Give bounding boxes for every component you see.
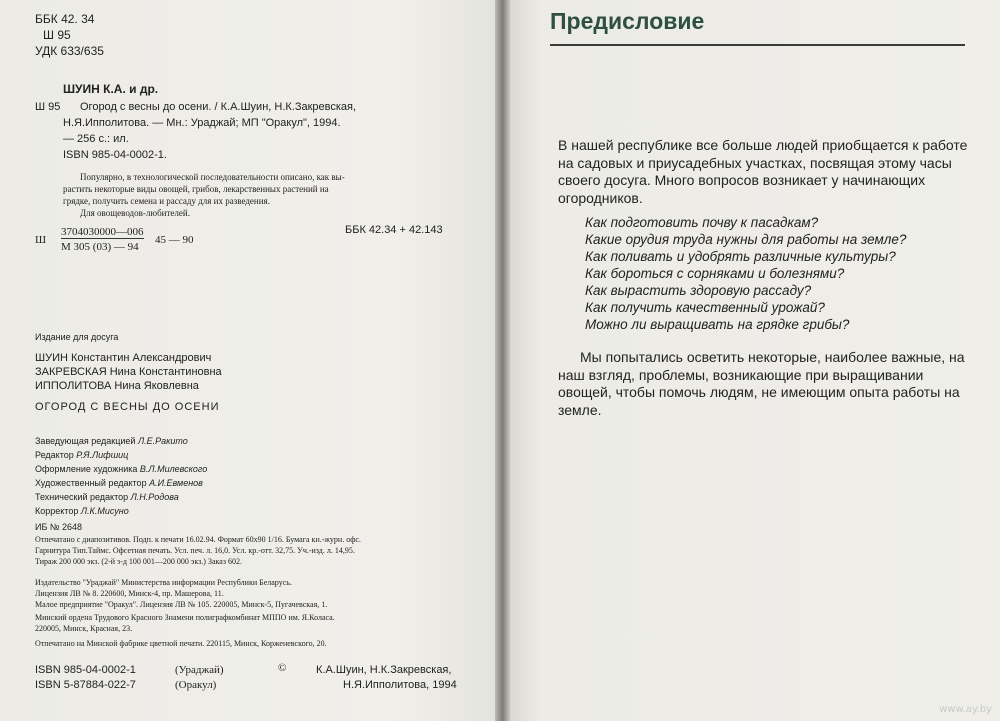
edition-note: Издание для досуга xyxy=(35,332,119,342)
ib-number: ИБ № 2648 xyxy=(35,522,83,532)
print-info-line: Отпечатано с диапозитивов. Подп. к печати 16.02.94. Формат 60х90 1/16. Бумага кн.-журн. офс. xyxy=(35,535,361,544)
copyright-sign: © xyxy=(278,662,287,674)
closing-paragraph: Мы попытались осветить некоторые, наиболее важные, на наш взгляд, проблемы, возникающие при выращивании овощей, чтобы помочь людям, не имеющим опыта работы на земле. xyxy=(558,349,965,418)
staff-role: Заведующая редакцией xyxy=(35,436,136,446)
classification-code-bottom: М 305 (03) — 94 xyxy=(61,241,139,253)
biblio-line: Огород с весны до осени. / К.А.Шуин, Н.К.Закревская, xyxy=(80,101,357,113)
watermark: www.ay.by xyxy=(939,704,992,715)
staff-role: Оформление художника xyxy=(35,464,138,474)
staff-line xyxy=(35,436,188,446)
staff-line xyxy=(35,464,207,474)
annotation-line: Для овощеводов-любителей. xyxy=(80,208,190,218)
staff-name: Л.Е.Ракито xyxy=(137,436,188,446)
annotation-line: грядке, получить семена и рассаду для их разведения. xyxy=(63,196,270,206)
sh95-mark: Ш 95 xyxy=(35,101,61,113)
copyright-authors: К.А.Шуин, Н.К.Закревская, xyxy=(316,664,452,676)
isbn-orakul: ISBN 5-87884-022-7 xyxy=(35,679,136,691)
udk-code: УДК 633/635 xyxy=(35,44,104,58)
publisher-info-line: Издательство "Ураджай" Министерства информации Республики Беларусь. xyxy=(35,578,292,587)
biblio-line: — 256 с.: ил. xyxy=(63,133,129,145)
full-author: ШУИН Константин Александрович xyxy=(35,352,212,364)
print-info-line: Тираж 200 000 экз. (2-й з-д 100 001—200 000 экз.) Заказ 602. xyxy=(35,557,242,566)
printer-info-line: Минский ордена Трудового Красного Знамени полиграфкомбинат МППО им. Я.Коласа. xyxy=(35,613,335,622)
publisher-oradzhai: (Ураджай) xyxy=(175,664,224,676)
staff-line xyxy=(35,492,179,502)
copyright-year: Н.Я.Ипполитова, 1994 xyxy=(343,679,457,691)
classification-code-right: 45 — 90 xyxy=(155,234,194,246)
staff-line xyxy=(35,478,203,488)
biblio-line: Н.Я.Ипполитова. — Мн.: Ураджай; МП "Оракул", 1994. xyxy=(63,117,341,129)
isbn-oradzhai: ISBN 985-04-0002-1 xyxy=(35,664,136,676)
staff-name: Р.Я.Лифшиц xyxy=(76,450,129,460)
intro-paragraph: В нашей республике все больше людей приобщается к работе на садовых и приусадебных участках, посвящая этому часы своего досуга. Много вопросов возникает у начинающих огородников. xyxy=(558,137,968,206)
publisher-info-line: Малое предприятие "Оракул". Лицензия ЛВ № 105. 220005, Минск-5, Пугачевская, 1. xyxy=(35,600,328,609)
staff-role: Художественный редактор xyxy=(35,478,147,488)
staff-name: Л.Н.Родова xyxy=(130,492,179,502)
printer-info-line: 220005, Минск, Красная, 23. xyxy=(35,624,133,633)
left-page xyxy=(0,0,495,721)
question-item: Как бороться с сорняками и болезнями? xyxy=(585,266,845,281)
question-item: Можно ли выращивать на грядке грибы? xyxy=(585,317,850,332)
sh-code: Ш 95 xyxy=(43,28,71,42)
printed-at: Отпечатано на Минской фабрике цветной печати. 220115, Минск, Корженевского, 20. xyxy=(35,639,327,648)
annotation-line: Популярно, в технологической последовательности описано, как вы- xyxy=(80,172,345,182)
publisher-info-line: Лицензия ЛВ № 8. 220600, Минск-4, пр. Машерова, 11. xyxy=(35,589,224,598)
question-item: Как подготовить почву к пасадкам? xyxy=(585,215,819,230)
title-divider xyxy=(550,44,965,46)
staff-name: В.Л.Милевского xyxy=(139,464,208,474)
question-item: Какие орудия труда нужны для работы на земле? xyxy=(585,232,907,247)
sh-mark: Ш xyxy=(35,234,47,246)
full-author: ЗАКРЕВСКАЯ Нина Константиновна xyxy=(35,366,222,378)
question-item: Как вырастить здоровую рассаду? xyxy=(585,283,812,298)
annotation-line: растить некоторые виды овощей, грибов, лекарственных растений на xyxy=(63,184,329,194)
staff-role: Технический редактор xyxy=(35,492,129,502)
preface-title: Предисловие xyxy=(550,8,705,34)
staff-line xyxy=(35,450,128,460)
staff-role: Редактор xyxy=(35,450,74,460)
staff-name: Л.К.Мисуно xyxy=(80,506,129,516)
book-title-caps: ОГОРОД С ВЕСНЫ ДО ОСЕНИ xyxy=(35,401,220,413)
staff-role: Корректор xyxy=(35,506,79,516)
question-item: Как поливать и удобрять различные культуры? xyxy=(585,249,896,264)
staff-name: А.И.Евменов xyxy=(149,478,203,488)
right-page xyxy=(510,0,1000,721)
full-author: ИППОЛИТОВА Нина Яковлевна xyxy=(35,380,199,392)
book-gutter xyxy=(495,0,510,721)
print-info-line: Гарнитура Тип.Таймс. Офсетная печать. Усл. печ. л. 16,0. Усл. кр.-отт. 32,75. Уч.-изд. л. 14,95. xyxy=(35,546,355,555)
question-item: Как получить качественный урожай? xyxy=(585,300,825,315)
isbn-line: ISBN 985-04-0002-1. xyxy=(63,149,167,161)
bbk-code: ББК 42. 34 xyxy=(35,12,95,26)
authors-header: ШУИН К.А. и др. xyxy=(63,82,159,96)
classification-code-top: 3704030000—006 xyxy=(61,226,144,238)
bbk-right: ББК 42.34 + 42.143 xyxy=(345,224,443,236)
staff-line xyxy=(35,506,129,516)
publisher-orakul: (Оракул) xyxy=(175,679,217,691)
